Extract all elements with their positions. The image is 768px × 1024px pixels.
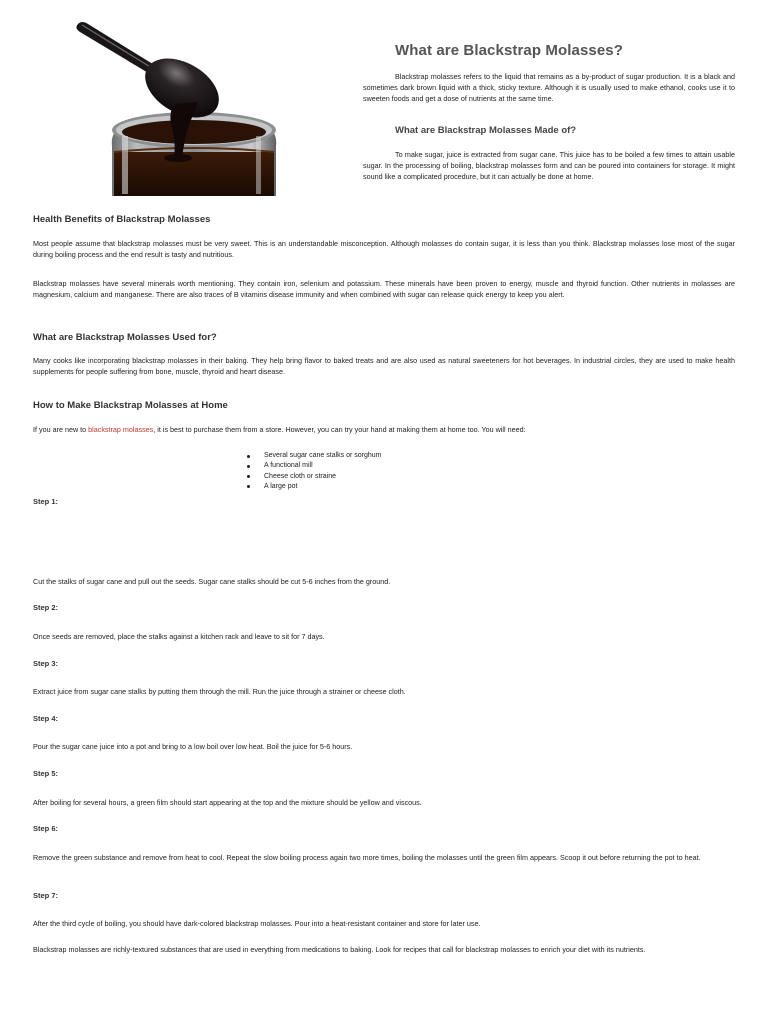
made-of-heading: What are Blackstrap Molasses Made of? [395,125,577,136]
step-2-label: Step 2: [33,603,59,612]
used-for-paragraph: Many cooks like incorporating blackstrap molasses in their baking. They help bring flavor to baked treats and are also used as natural sweeteners for hot beverages. In industrial circles, they are used to make health supplements for people suffering from bone, muscle, thyroid and heart disease. [33,356,735,377]
blackstrap-molasses-link[interactable]: blackstrap molasses [88,425,154,434]
step-5-label: Step 5: [33,769,59,778]
supplies-list [247,451,382,492]
step-3-label: Step 3: [33,659,59,668]
step-1-label: Step 1: [33,497,59,506]
step-7-text: After the third cycle of boiling, you should have dark-colored blackstrap molasses. Pour into a heat-resistant container and store for later use. [33,919,481,928]
closing-paragraph: Blackstrap molasses are richly-textured substances that are used in everything from medications to baking. Look for recipes that call for blackstrap molasses to enrich your diet with its nutrients. [33,945,646,954]
step-3-text: Extract juice from sugar cane stalks by putting them through the mill. Run the juice through a strainer or cheese cloth. [33,687,406,696]
made-of-paragraph: To make sugar, juice is extracted from sugar cane. This juice has to be boiled a few times to attain usable sugar. In the processing of boiling, blackstrap molasses form and can be poured into containers for storage. It might sound like a complicated procedure, but it can actually be done at home. [363,150,735,181]
how-to-intro: If you are new to blackstrap molasses, it is best to purchase them from a store. However, you can try your hand at making them at home too. You will need: [33,425,526,434]
used-for-heading: What are Blackstrap Molasses Used for? [33,332,217,343]
list-item: A functional mill [247,461,382,471]
page-title: What are Blackstrap Molasses? [395,42,623,59]
step-4-label: Step 4: [33,714,59,723]
health-paragraph-1: Most people assume that blackstrap molasses must be very sweet. This is an understandable misconception. Although molasses do contain sugar, it is less than you think. Blackstrap molasses lose most of the sugar during boiling process and the end result is tasty and nutritious. [33,239,735,260]
step-2-text: Once seeds are removed, place the stalks against a kitchen rack and leave to sit for 7 days. [33,632,325,641]
step-4-text: Pour the sugar cane juice into a pot and bring to a low boil over low heat. Boil the juice for 5-6 hours. [33,742,353,751]
step-1-text: Cut the stalks of sugar cane and pull out the seeds. Sugar cane stalks should be cut 5-6 inches from the ground. [33,577,391,586]
step-7-label: Step 7: [33,891,59,900]
step-6-label: Step 6: [33,824,59,833]
list-item: A large pot [247,482,382,492]
health-heading: Health Benefits of Blackstrap Molasses [33,214,211,225]
list-item: Cheese cloth or straine [247,472,382,482]
how-to-heading: How to Make Blackstrap Molasses at Home [33,400,228,411]
step-5-text: After boiling for several hours, a green film should start appearing at the top and the mixture should be yellow and viscous. [33,798,422,807]
molasses-jar-photo [70,18,305,196]
health-paragraph-2: Blackstrap molasses have several minerals worth mentioning. They contain iron, selenium and potassium. These minerals have been proven to energy, muscle and thyroid function. Other nutrients in molasses are magnesium, calcium and manganese. There are also traces of B vitamins disease immunity and when combined with sugar can release quick energy to keep you alert. [33,279,735,300]
step-6-text: Remove the green substance and remove from heat to cool. Repeat the slow boiling process again two more times, boiling the molasses until the green film appears. Scoop it out before returning the pot to heat. [33,853,701,862]
list-item: Several sugar cane stalks or sorghum [247,451,382,461]
intro-paragraph: Blackstrap molasses refers to the liquid that remains as a by-product of sugar production. It is a black and sometimes dark brown liquid with a thick, sticky texture. Although it is usually used to make ethanol, cooks use it to sweeten foods and get a dose of nutrients at the same time. [363,72,735,103]
